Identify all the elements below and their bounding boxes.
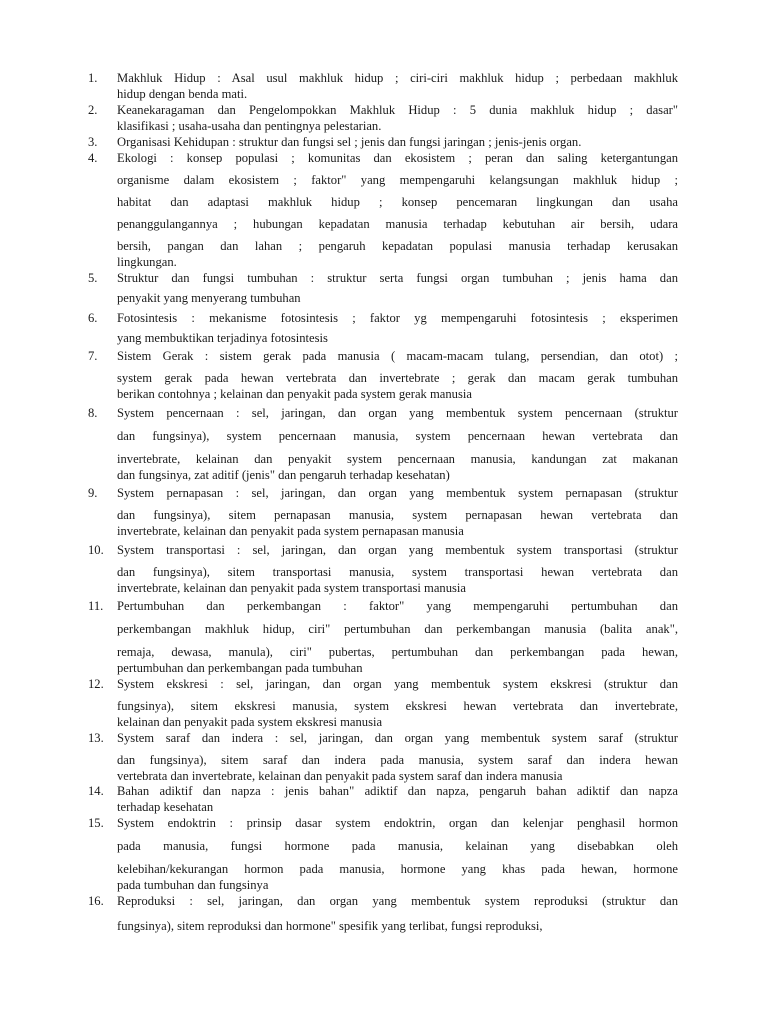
list-item-number: 7. xyxy=(88,349,98,363)
list-item-text xyxy=(117,348,678,402)
list-item xyxy=(0,783,768,815)
list-item-line: kelainan dan penyakit pada system ekskresi manusia xyxy=(117,715,383,729)
list-item-line: dan fungsinya), sitem transportasi manusia, system transportasi hewan vertebrata dan xyxy=(117,565,678,579)
list-item-line: System transportasi : sel, jaringan, dan organ yang membentuk system transportasi (struktur xyxy=(117,543,678,557)
list-item-line: System endoktrin : prinsip dasar system endoktrin, organ dan kelenjar penghasil hormon xyxy=(117,816,678,830)
list-item-line: System saraf dan indera : sel, jaringan, dan organ yang membentuk system saraf (struktur xyxy=(117,731,678,745)
list-item-line: yang membuktikan terjadinya fotosintesis xyxy=(117,331,328,345)
list-item-line: Ekologi : konsep populasi ; komunitas dan ekosistem ; peran dan saling ketergantungan xyxy=(117,151,678,165)
list-item-line: penyakit yang menyerang tumbuhan xyxy=(117,291,301,305)
list-item-line: klasifikasi ; usaha-usaha dan pentingnya pelestarian. xyxy=(117,119,382,133)
list-item-line: System ekskresi : sel, jaringan, dan organ yang membentuk system ekskresi (struktur dan xyxy=(117,677,678,691)
list-item-text xyxy=(117,815,678,893)
list-item-number: 10. xyxy=(88,543,104,557)
list-item-number: 3. xyxy=(88,135,98,149)
list-item-text xyxy=(117,310,678,346)
list-item-line: pertumbuhan dan perkembangan pada tumbuhan xyxy=(117,661,363,675)
list-item-line: pada manusia, fungsi hormone pada manusia, kelainan yang disebabkan oleh xyxy=(117,839,678,853)
list-item-line: System pencernaan : sel, jaringan, dan organ yang membentuk system pencernaan (struktur xyxy=(117,406,678,420)
list-item-text xyxy=(117,102,678,134)
list-item-line: dan fungsinya), sitem saraf dan indera pada manusia, system saraf dan indera hewan xyxy=(117,753,678,767)
list-item-line: perkembangan makhluk hidup, ciri" pertumbuhan dan perkembangan manusia (balita anak", xyxy=(117,622,678,636)
list-item-text xyxy=(117,405,678,483)
list-item-text xyxy=(117,783,678,815)
list-item-line: berikan contohnya ; kelainan dan penyakit pada system gerak manusia xyxy=(117,387,472,401)
list-item-line: invertebrate, kelainan dan penyakit system pencernaan manusia, kandungan zat makanan xyxy=(117,452,678,466)
list-item-number: 12. xyxy=(88,677,104,691)
list-item-line: kelebihan/kekurangan hormon pada manusia, hormone yang khas pada hewan, hormone xyxy=(117,862,678,876)
list-item xyxy=(0,485,768,539)
list-item-number: 15. xyxy=(88,816,104,830)
list-item xyxy=(0,815,768,893)
list-item xyxy=(0,310,768,346)
list-item-line: dan fungsinya, zat aditif (jenis" dan pengaruh terhadap kesehatan) xyxy=(117,468,450,482)
list-item-text xyxy=(117,270,678,306)
list-item xyxy=(0,134,768,150)
list-item-text xyxy=(117,598,678,676)
list-item-line: System pernapasan : sel, jaringan, dan organ yang membentuk system pernapasan (struktur xyxy=(117,486,678,500)
list-item-line: Bahan adiktif dan napza : jenis bahan" adiktif dan napza, pengaruh bahan adiktif dan napza xyxy=(117,784,678,798)
list-item-number: 9. xyxy=(88,486,98,500)
list-item-number: 6. xyxy=(88,311,98,325)
list-item-number: 4. xyxy=(88,151,98,165)
list-item-number: 8. xyxy=(88,406,98,420)
list-item-line: habitat dan adaptasi makhluk hidup ; konsep pencemaran lingkungan dan usaha xyxy=(117,195,678,209)
list-item-line: terhadap kesehatan xyxy=(117,800,214,814)
list-item-line: Keanekaragaman dan Pengelompokkan Makhluk Hidup : 5 dunia makhluk hidup ; dasar" xyxy=(117,103,678,117)
list-item-line: dan fungsinya), sitem pernapasan manusia, system pernapasan hewan vertebrata dan xyxy=(117,508,678,522)
list-item xyxy=(0,730,768,784)
list-item-line: Reproduksi : sel, jaringan, dan organ yang membentuk system reproduksi (struktur dan xyxy=(117,894,678,908)
list-item-line: Organisasi Kehidupan : struktur dan fungsi sel ; jenis dan fungsi jaringan ; jenis-jenis organ. xyxy=(117,135,582,149)
list-item xyxy=(0,542,768,596)
list-item-line: pada tumbuhan dan fungsinya xyxy=(117,878,269,892)
list-item-line: penanggulangannya ; hubungan kepadatan manusia terhadap kebutuhan air bersih, udara xyxy=(117,217,678,231)
list-item xyxy=(0,893,768,934)
list-item-line: dan fungsinya), system pencernaan manusia, system pencernaan hewan vertebrata dan xyxy=(117,429,678,443)
topic-list xyxy=(0,70,768,934)
list-item-line: hidup dengan benda mati. xyxy=(117,87,248,101)
list-item-line: Pertumbuhan dan perkembangan : faktor" yang mempengaruhi pertumbuhan dan xyxy=(117,599,678,613)
list-item-text xyxy=(117,485,678,539)
list-item-number: 13. xyxy=(88,731,104,745)
list-item-text xyxy=(117,730,678,784)
list-item-text xyxy=(117,893,678,934)
list-item-text xyxy=(117,676,678,730)
list-item xyxy=(0,270,768,306)
list-item xyxy=(0,348,768,402)
list-item-text xyxy=(117,150,678,270)
list-item-line: organisme dalam ekosistem ; faktor" yang mempengaruhi kelangsungan makhluk hidup ; xyxy=(117,173,678,187)
list-item-number: 14. xyxy=(88,784,104,798)
list-item-line: invertebrate, kelainan dan penyakit pada system pernapasan manusia xyxy=(117,524,464,538)
list-item xyxy=(0,405,768,483)
list-item xyxy=(0,676,768,730)
list-item-number: 2. xyxy=(88,103,98,117)
list-item-text xyxy=(117,542,678,596)
list-item-number: 16. xyxy=(88,894,104,908)
list-item xyxy=(0,598,768,676)
list-item-text xyxy=(117,134,678,150)
list-item-number: 5. xyxy=(88,271,98,285)
list-item-text xyxy=(117,70,678,102)
list-item-line: invertebrate, kelainan dan penyakit pada system transportasi manusia xyxy=(117,581,467,595)
list-item-line: Struktur dan fungsi tumbuhan : struktur serta fungsi organ tumbuhan ; jenis hama dan xyxy=(117,271,678,285)
list-item-line: bersih, pangan dan lahan ; pengaruh kepadatan populasi manusia terhadap kerusakan xyxy=(117,239,678,253)
list-item xyxy=(0,102,768,134)
list-item-line: Makhluk Hidup : Asal usul makhluk hidup ; ciri-ciri makhluk hidup ; perbedaan makhluk xyxy=(117,71,678,85)
list-item-line: lingkungan. xyxy=(117,255,177,269)
list-item-line: system gerak pada hewan vertebrata dan invertebrate ; gerak dan macam gerak tumbuhan xyxy=(117,371,678,385)
list-item-line: fungsinya), sitem reproduksi dan hormone" spesifik yang terlibat, fungsi reproduksi, xyxy=(117,919,543,933)
list-item-line: fungsinya), sitem ekskresi manusia, system ekskresi hewan vertebrata dan invertebrate, xyxy=(117,699,678,713)
list-item-line: Sistem Gerak : sistem gerak pada manusia ( macam-macam tulang, persendian, dan otot) ; xyxy=(117,349,678,363)
list-item-number: 1. xyxy=(88,71,98,85)
list-item xyxy=(0,150,768,270)
list-item xyxy=(0,70,768,102)
list-item-number: 11. xyxy=(88,599,104,613)
list-item-line: vertebrata dan invertebrate, kelainan dan penyakit pada system saraf dan indera manusia xyxy=(117,769,563,783)
list-item-line: Fotosintesis : mekanisme fotosintesis ; faktor yg mempengaruhi fotosintesis ; eksperimen xyxy=(117,311,678,325)
list-item-line: remaja, dewasa, manula), ciri" pubertas, pertumbuhan dan perkembangan pada hewan, xyxy=(117,645,678,659)
